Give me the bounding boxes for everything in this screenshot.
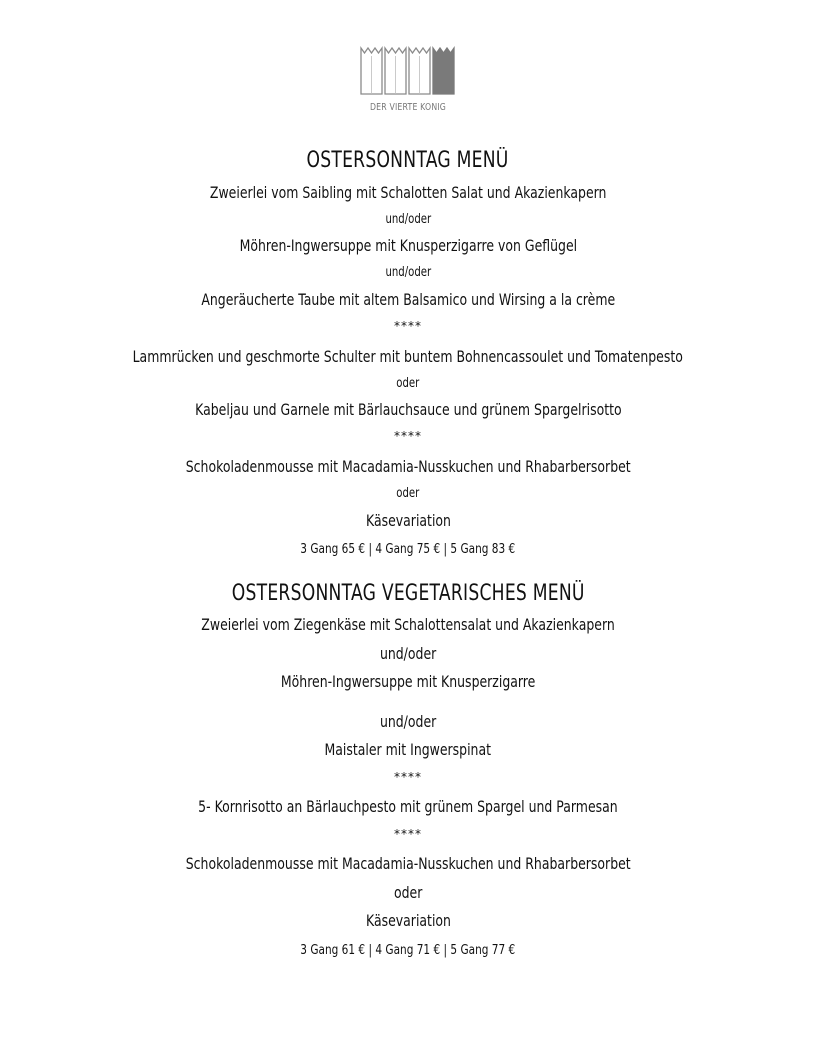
menu-connector: und/oder <box>385 212 431 227</box>
menu-price: 3 Gang 61 € | 4 Gang 71 € | 5 Gang 77 € <box>300 942 516 958</box>
menu-title: OSTERSONNTAG MENÜ <box>306 148 510 173</box>
menu-dish: Zweierlei vom Ziegenkäse mit Schalottensalat und Akazienkapern <box>201 615 615 634</box>
course-separator: **** <box>394 429 422 443</box>
menu-dish: Maistaler mit Ingwerspinat <box>324 740 492 759</box>
menu-connector: und/oder <box>379 712 437 731</box>
course-separator: **** <box>394 319 422 333</box>
menu-dish: Schokoladenmousse mit Macadamia-Nusskuchen und Rhabarbersorbet <box>185 457 631 476</box>
menu-connector: oder <box>396 376 420 391</box>
menu-dish: Käsevariation <box>365 911 451 930</box>
menu-title: OSTERSONNTAG VEGETARISCHES MENÜ <box>231 581 585 606</box>
menu-dish: Möhren-Ingwersuppe mit Knusperzigarre von Geflügel <box>239 236 577 255</box>
menu-price: 3 Gang 65 € | 4 Gang 75 € | 5 Gang 83 € <box>300 541 516 557</box>
menu-dish: Käsevariation <box>365 511 451 530</box>
menu-dish: Zweierlei vom Saibling mit Schalotten Salat und Akazienkapern <box>209 183 607 202</box>
course-separator: **** <box>394 827 422 841</box>
menu-connector: oder <box>396 486 420 501</box>
menu-connector: oder <box>393 883 423 902</box>
logo-text: DER VIERTE KÖNIG <box>370 102 446 113</box>
course-separator: **** <box>394 770 422 784</box>
restaurant-logo <box>358 44 458 120</box>
menu-dish: Lammrücken und geschmorte Schulter mit buntem Bohnencassoulet und Tomatenpesto <box>132 347 684 366</box>
menu-dish: Kabeljau und Garnele mit Bärlauchsauce und grünem Spargelrisotto <box>194 400 622 419</box>
menu-dish: Möhren-Ingwersuppe mit Knusperzigarre <box>280 672 536 691</box>
four-crowns-logo-icon <box>358 44 458 100</box>
menu-dish: 5- Kornrisotto an Bärlauchpesto mit grünem Spargel und Parmesan <box>198 797 618 816</box>
menu-dish: Angeräucherte Taube mit altem Balsamico und Wirsing a la crème <box>201 290 615 309</box>
menu-dish: Schokoladenmousse mit Macadamia-Nusskuchen und Rhabarbersorbet <box>185 854 631 873</box>
menu-connector: und/oder <box>385 265 431 280</box>
menu-connector: und/oder <box>379 644 437 663</box>
